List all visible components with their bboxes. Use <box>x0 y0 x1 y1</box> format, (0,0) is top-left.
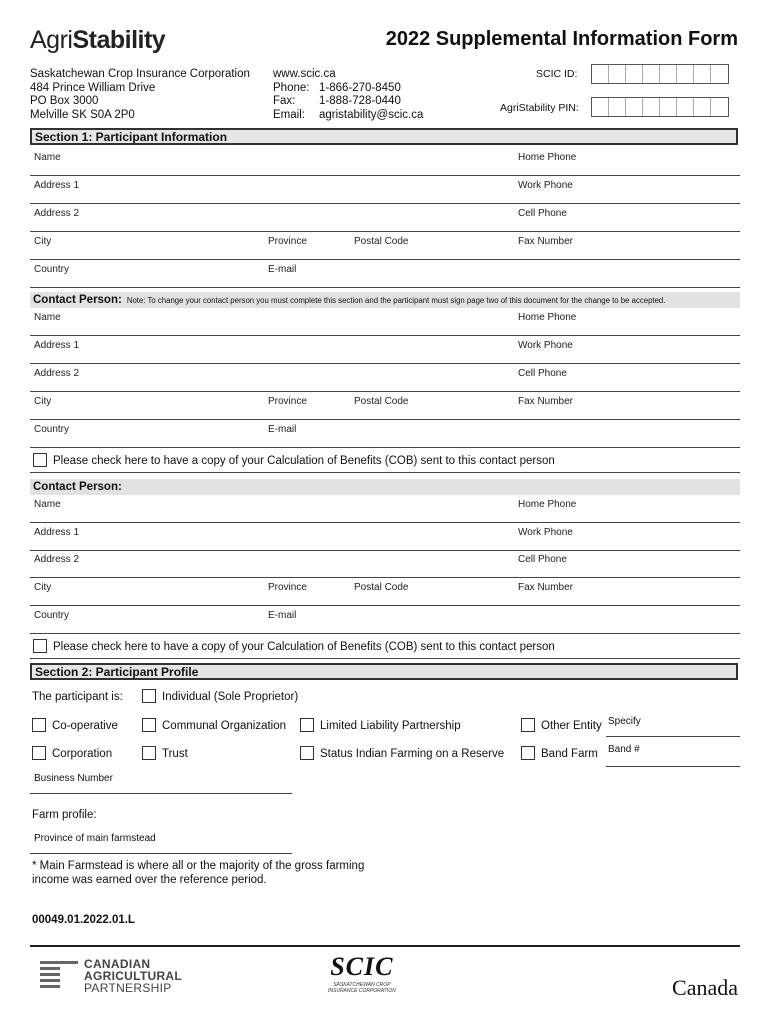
home-phone-label: Home Phone <box>518 499 577 510</box>
email-label: Email: <box>273 108 305 121</box>
section1-header: Section 1: Participant Information <box>30 128 738 145</box>
band-number-label: Band # <box>608 744 640 755</box>
scic-logo-sub: SASKATCHEWAN CROP <box>333 982 391 988</box>
postal-code-label: Postal Code <box>354 236 409 247</box>
other-entity-label: Other Entity <box>541 720 602 733</box>
communal-checkbox[interactable] <box>142 718 156 732</box>
email-link[interactable]: agristability@scic.ca <box>319 108 424 121</box>
participant-address1-row[interactable] <box>30 176 740 204</box>
phone-value: 1-866-270-8450 <box>319 81 401 94</box>
communal-label: Communal Organization <box>162 720 287 733</box>
band-number-field[interactable] <box>606 742 740 767</box>
contact1-country-row[interactable] <box>30 420 740 448</box>
contact1-cob-row <box>30 450 740 473</box>
pin-label: AgriStability PIN: <box>500 102 579 114</box>
home-phone-label: Home Phone <box>518 152 577 163</box>
name-label: Name <box>34 152 61 163</box>
city-label: City <box>34 396 52 407</box>
llp-option[interactable] <box>300 719 461 733</box>
phone-label: Phone: <box>273 81 310 94</box>
cap-line: PARTNERSHIP <box>84 981 172 995</box>
postal-code-label: Postal Code <box>354 396 409 407</box>
cell-phone-label: Cell Phone <box>518 368 567 379</box>
individual-label: Individual (Sole Proprietor) <box>162 691 299 704</box>
name-label: Name <box>34 499 61 510</box>
business-number-label: Business Number <box>34 773 113 784</box>
contact1-cob-label: Please check here to have a copy of your Calculation of Benefits (COB) sent to this contact person <box>53 455 555 467</box>
cell-phone-label: Cell Phone <box>518 208 567 219</box>
contact2-address2-row[interactable] <box>30 550 740 578</box>
cooperative-label: Co-operative <box>52 720 118 733</box>
scic-logo-sub: INSURANCE CORPORATION <box>328 988 396 994</box>
fax-number-label: Fax Number <box>518 396 574 407</box>
corporation-option[interactable] <box>32 747 112 761</box>
specify-label: Specify <box>608 716 641 727</box>
province-label: Province <box>268 582 307 593</box>
contact2-country-row[interactable] <box>30 606 740 634</box>
footnote-line: income was earned over the reference period. <box>32 874 267 886</box>
address2-label: Address 2 <box>34 554 80 565</box>
contact-info <box>273 68 423 122</box>
canada-text: Canada <box>672 975 738 1000</box>
scic-logo <box>328 952 396 994</box>
address1-label: Address 1 <box>34 340 80 351</box>
contact2-cob-row <box>30 636 740 659</box>
llp-label: Limited Liability Partnership <box>320 720 461 733</box>
participant-is-label: The participant is: <box>32 691 123 703</box>
org-street: 484 Prince William Drive <box>30 81 156 94</box>
farmstead-footnote <box>32 859 364 887</box>
status-indian-checkbox[interactable] <box>300 746 314 760</box>
band-farm-checkbox[interactable] <box>521 746 535 760</box>
trust-label: Trust <box>162 748 188 761</box>
participant-country-row[interactable] <box>30 260 740 288</box>
fax-value: 1-888-728-0440 <box>319 95 401 107</box>
contact1-city-row[interactable] <box>30 392 740 420</box>
other-entity-checkbox[interactable] <box>521 718 535 732</box>
footer-divider <box>30 945 740 947</box>
agristability-logo: AgriStability <box>30 26 166 54</box>
communal-option[interactable] <box>142 719 286 733</box>
specify-field[interactable] <box>606 714 740 737</box>
cooperative-checkbox[interactable] <box>32 718 46 732</box>
country-label: Country <box>34 264 70 275</box>
contact1-address2-row[interactable] <box>30 364 740 392</box>
form-title: 2022 Supplemental Information Form <box>385 28 738 50</box>
cell-phone-label: Cell Phone <box>518 554 567 565</box>
corporation-checkbox[interactable] <box>32 746 46 760</box>
farm-profile-label: Farm profile: <box>32 809 97 821</box>
footnote-line: * Main Farmstead is where all or the majority of the gross farming <box>32 860 365 872</box>
scic-logo-text: SCIC <box>330 952 394 981</box>
address1-label: Address 1 <box>34 527 80 538</box>
pin-input[interactable] <box>591 97 729 117</box>
fax-number-label: Fax Number <box>518 582 574 593</box>
organization-address <box>30 68 250 122</box>
individual-option[interactable] <box>142 690 298 704</box>
fax-number-label: Fax Number <box>518 236 574 247</box>
province-main-label: Province of main farmstead <box>34 833 156 844</box>
contact-person-1-header <box>30 292 740 308</box>
cap-line: CANADIAN <box>84 957 151 971</box>
address1-label: Address 1 <box>34 180 80 191</box>
org-po-box: PO Box 3000 <box>30 95 99 107</box>
contact1-address1-row[interactable] <box>30 336 740 364</box>
cap-bars-icon <box>40 958 78 994</box>
contact2-address1-row[interactable] <box>30 523 740 551</box>
canada-wordmark <box>672 975 738 1001</box>
province-main-farmstead-field[interactable] <box>30 830 292 854</box>
trust-option[interactable] <box>142 747 188 761</box>
org-city: Melville SK S0A 2P0 <box>30 108 135 121</box>
work-phone-label: Work Phone <box>518 527 573 538</box>
form-code: 00049.01.2022.01.L <box>32 914 135 926</box>
country-label: Country <box>34 424 70 435</box>
province-label: Province <box>268 236 307 247</box>
canadian-agricultural-partnership-logo <box>40 958 182 994</box>
work-phone-label: Work Phone <box>518 180 573 191</box>
fax-label: Fax: <box>273 95 296 107</box>
work-phone-label: Work Phone <box>518 340 573 351</box>
contact2-cob-label: Please check here to have a copy of your Calculation of Benefits (COB) sent to this contact person <box>53 641 555 653</box>
website-link[interactable]: www.scic.ca <box>273 68 336 80</box>
status-indian-option[interactable] <box>300 747 504 761</box>
province-label: Province <box>268 396 307 407</box>
email-field-label: E-mail <box>268 424 297 435</box>
name-label: Name <box>34 312 61 323</box>
address2-label: Address 2 <box>34 208 80 219</box>
participant-name-row[interactable] <box>30 148 740 176</box>
llp-checkbox[interactable] <box>300 718 314 732</box>
cap-line: AGRICULTURAL <box>84 969 183 983</box>
corporation-label: Corporation <box>52 748 113 761</box>
contact2-city-row[interactable] <box>30 578 740 606</box>
scic-id-input[interactable] <box>591 64 729 84</box>
section2-header: Section 2: Participant Profile <box>30 663 738 680</box>
participant-address2-row[interactable] <box>30 204 740 232</box>
email-field-label: E-mail <box>268 610 297 621</box>
trust-checkbox[interactable] <box>142 746 156 760</box>
contact1-cob-checkbox[interactable] <box>33 453 47 467</box>
business-number-field[interactable] <box>30 770 292 794</box>
status-indian-label: Status Indian Farming on a Reserve <box>320 748 505 761</box>
band-farm-option[interactable] <box>521 747 598 761</box>
scic-id-label: SCIC ID: <box>536 68 578 80</box>
other-entity-option[interactable] <box>521 719 602 733</box>
cooperative-option[interactable] <box>32 719 118 733</box>
home-phone-label: Home Phone <box>518 312 577 323</box>
contact-person-2-header <box>30 479 740 495</box>
contact-person-2-title: Contact Person: <box>33 481 122 493</box>
org-name: Saskatchewan Crop Insurance Corporation <box>30 68 250 80</box>
country-label: Country <box>34 610 70 621</box>
email-field-label: E-mail <box>268 264 297 275</box>
address2-label: Address 2 <box>34 368 80 379</box>
band-farm-label: Band Farm <box>541 748 598 761</box>
city-label: City <box>34 236 52 247</box>
contact2-cob-checkbox[interactable] <box>33 639 47 653</box>
participant-city-row[interactable] <box>30 232 740 260</box>
city-label: City <box>34 582 52 593</box>
postal-code-label: Postal Code <box>354 582 409 593</box>
individual-checkbox[interactable] <box>142 689 156 703</box>
contact2-name-row[interactable] <box>30 495 740 523</box>
contact-person-note: Note: To change your contact person you must complete this section and the participant must sign page two of this document for the change to be accepted. <box>126 296 666 305</box>
contact1-name-row[interactable] <box>30 308 740 336</box>
contact-person-1-title: Contact Person: <box>33 294 122 306</box>
